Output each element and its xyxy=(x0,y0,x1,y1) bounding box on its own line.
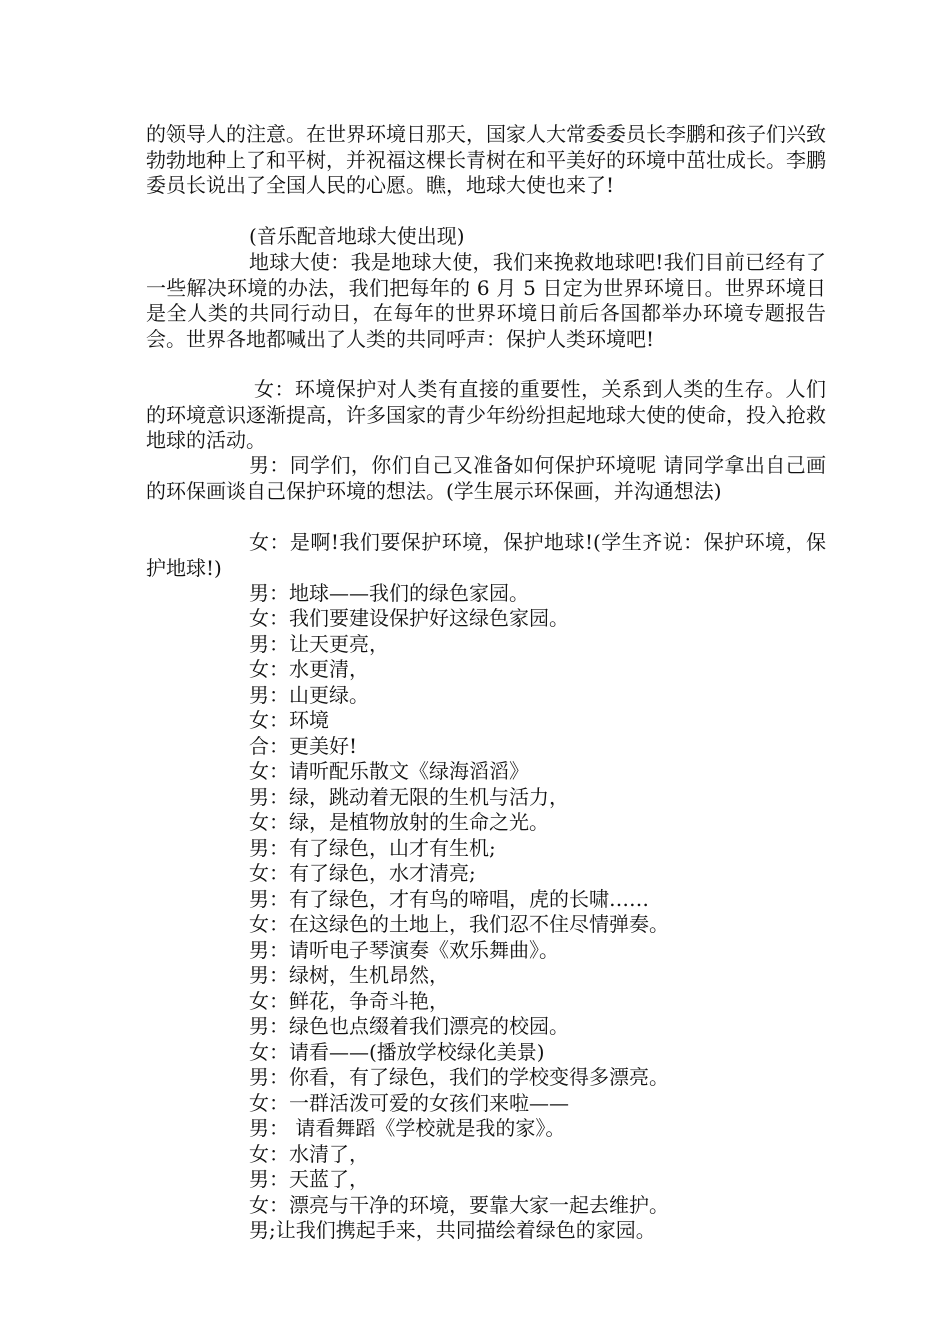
paragraph-female-2: 女：是啊!我们要保护环境，保护地球!(学生齐说：保护环境，保护地球!) xyxy=(146,530,826,580)
dialogue-line: 女：绿，是植物放射的生命之光。 xyxy=(249,810,549,834)
dialogue-line: 男：请听电子琴演奏《欢乐舞曲》。 xyxy=(249,938,559,962)
dialogue-line: 男：天蓝了， xyxy=(249,1167,369,1191)
dialogue-line: 男：绿，跳动着无限的生机与活力， xyxy=(249,785,569,809)
paragraph-earth-ambassador: 地球大使：我是地球大使，我们来挽救地球吧!我们目前已经有了一些解决环境的办法，我们把每年的 6 月 5 日定为世界环境日。世界环境日是全人类的共同行动日，在每年的世界环境日前后各国都举办环境专题报告会。世界各地都喊出了人类的共同呼声：保护人类环境吧! xyxy=(146,250,826,351)
dialogue-line: 男：让天更亮， xyxy=(249,632,389,656)
paragraph-intro: 的领导人的注意。在世界环境日那天，国家人大常委委员长李鹏和孩子们兴致勃勃地种上了和平树，并祝福这棵长青树在和平美好的环境中茁壮成长。李鹏委员长说出了全国人民的心愿。瞧，地球大使也来了! xyxy=(146,122,826,198)
dialogue-line: 女：环境 xyxy=(249,708,329,732)
dialogue-line: 男：山更绿。 xyxy=(249,683,369,707)
dialogue-line: 合：更美好! xyxy=(249,734,358,758)
dialogue-line: 男：绿色也点缀着我们漂亮的校园。 xyxy=(249,1014,569,1038)
dialogue-line: 女：漂亮与干净的环境，要靠大家一起去维护。 xyxy=(249,1193,669,1217)
dialogue-line: 女：水更清， xyxy=(249,657,369,681)
dialogue-line: 男;让我们携起手来，共同描绘着绿色的家园。 xyxy=(249,1218,656,1242)
paragraph-male-1: 男：同学们，你们自己又准备如何保护环境呢 请同学拿出自己画的环保画谈自己保护环境的想法。(学生展示环保画，并沟通想法) xyxy=(146,453,826,503)
dialogue-line: 男：绿树，生机昂然， xyxy=(249,963,449,987)
dialogue-line: 男：有了绿色，山才有生机; xyxy=(249,836,496,860)
dialogue-line: 女：我们要建设保护好这绿色家园。 xyxy=(249,606,569,630)
dialogue-line: 男：地球——我们的绿色家园。 xyxy=(249,581,529,605)
dialogue-line: 女：鲜花，争奇斗艳， xyxy=(249,989,449,1013)
dialogue-line: 女：有了绿色，水才清亮; xyxy=(249,861,476,885)
dialogue-line: 女：请听配乐散文《绿海滔滔》 xyxy=(249,759,529,783)
dialogue-line: 女：请看——(播放学校绿化美景) xyxy=(249,1040,545,1064)
dialogue-line: 男：你看，有了绿色，我们的学校变得多漂亮。 xyxy=(249,1065,669,1089)
paragraph-female-1: 女：环境保护对人类有直接的重要性，关系到人类的生存。人们的环境意识逐渐提高，许多国家的青少年纷纷担起地球大使的使命，投入抢救地球的活动。 xyxy=(146,377,826,453)
dialogue-line: 男： 请看舞蹈《学校就是我的家》。 xyxy=(249,1116,566,1140)
dialogue-line: 女：在这绿色的土地上，我们忍不住尽情弹奏。 xyxy=(249,912,669,936)
dialogue-line: 女：一群活泼可爱的女孩们来啦—— xyxy=(249,1091,569,1115)
dialogue-line: 女：水清了， xyxy=(249,1142,369,1166)
stage-direction: (音乐配音地球大使出现) xyxy=(249,224,465,248)
dialogue-line: 男：有了绿色，才有鸟的啼唱，虎的长啸…… xyxy=(249,887,649,911)
